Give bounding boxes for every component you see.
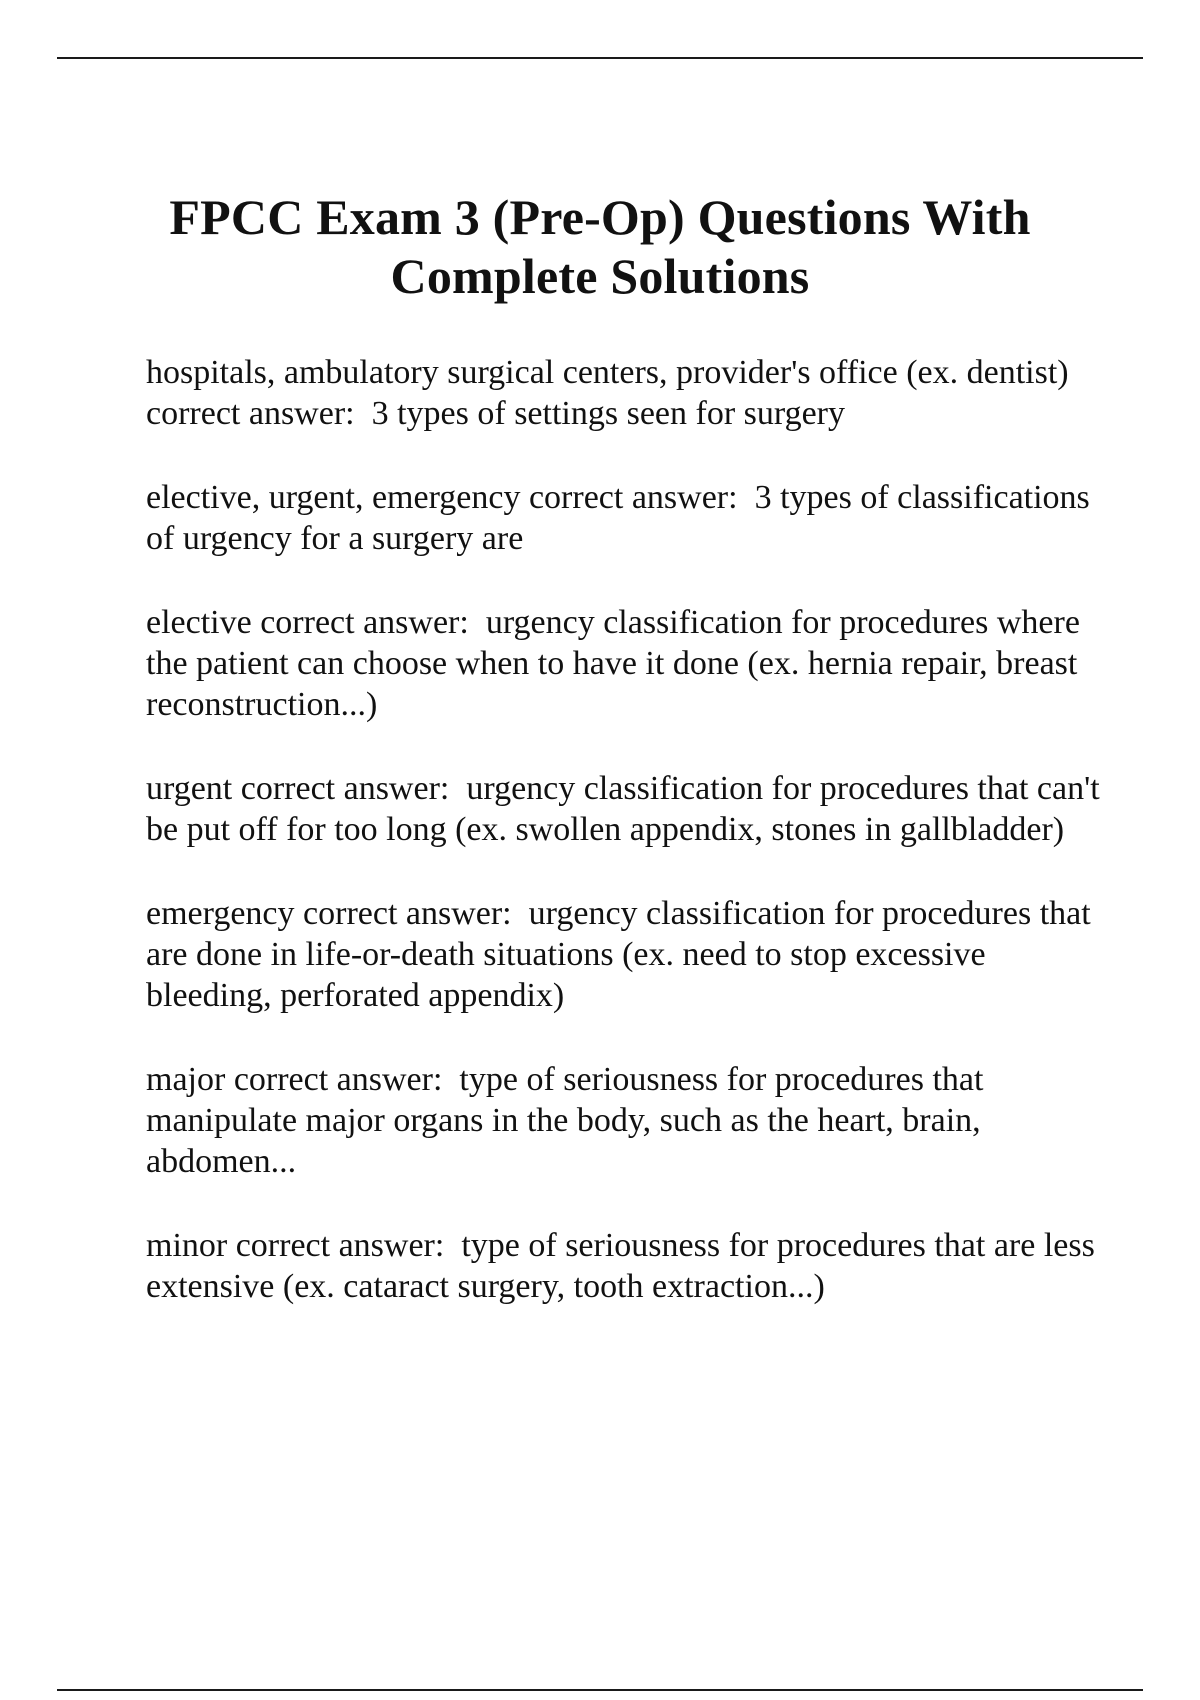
qa-marker: correct answer: [240,770,450,807]
qa-entry-minor [146,1225,1106,1307]
qa-list [146,352,1109,1350]
qa-marker: correct answer: [235,1227,445,1264]
document-title [100,188,1100,306]
qa-marker: correct answer: [528,479,738,516]
qa-term: urgent [146,770,233,807]
qa-definition: 3 types of classifications of urgency for a surgery are [146,479,1099,557]
qa-definition: urgency classification for procedures where the patient can choose when to have it done (ex. hernia repair, breast reconstruction...) [146,604,1089,723]
qa-entry-urgent [146,768,1109,850]
qa-marker: correct answer: [233,1061,443,1098]
qa-entry-settings [146,352,1106,434]
qa-term: major [146,1061,226,1098]
header-rule [57,57,1143,59]
qa-term: elective, urgent, emergency [146,479,521,516]
qa-entry-emergency [146,893,1106,1016]
qa-definition: 3 types of settings seen for surgery [371,395,846,432]
qa-marker: correct answer: [303,895,512,932]
qa-term: minor [146,1227,228,1264]
qa-entry-major [146,1059,1106,1182]
qa-term: elective [146,604,252,641]
qa-definition: urgency classification for procedures that can't be put off for too long (ex. swollen appendix, stones in gallbladder) [146,770,1109,848]
title-line-1: FPCC Exam 3 (Pre-Op) Questions With [169,189,1031,245]
title-line-2: Complete Solutions [390,248,810,304]
qa-definition: type of seriousness for procedures that are less extensive (ex. cataract surgery, tooth extraction...) [146,1227,1104,1305]
footer-rule [57,1689,1143,1691]
qa-definition: type of seriousness for procedures that manipulate major organs in the body, such as the heart, brain, abdomen... [146,1061,992,1180]
qa-marker: correct answer: [260,604,469,641]
qa-marker: correct answer: [146,395,355,432]
qa-term: emergency [146,895,295,932]
qa-entry-classifications [146,477,1106,559]
qa-term: hospitals, ambulatory surgical centers, provider's office (ex. dentist) [146,354,1069,391]
qa-definition: urgency classification for procedures that are done in life-or-death situations (ex. need to stop excessive bleeding, perforated appendix) [146,895,1100,1014]
qa-entry-elective [146,602,1106,725]
